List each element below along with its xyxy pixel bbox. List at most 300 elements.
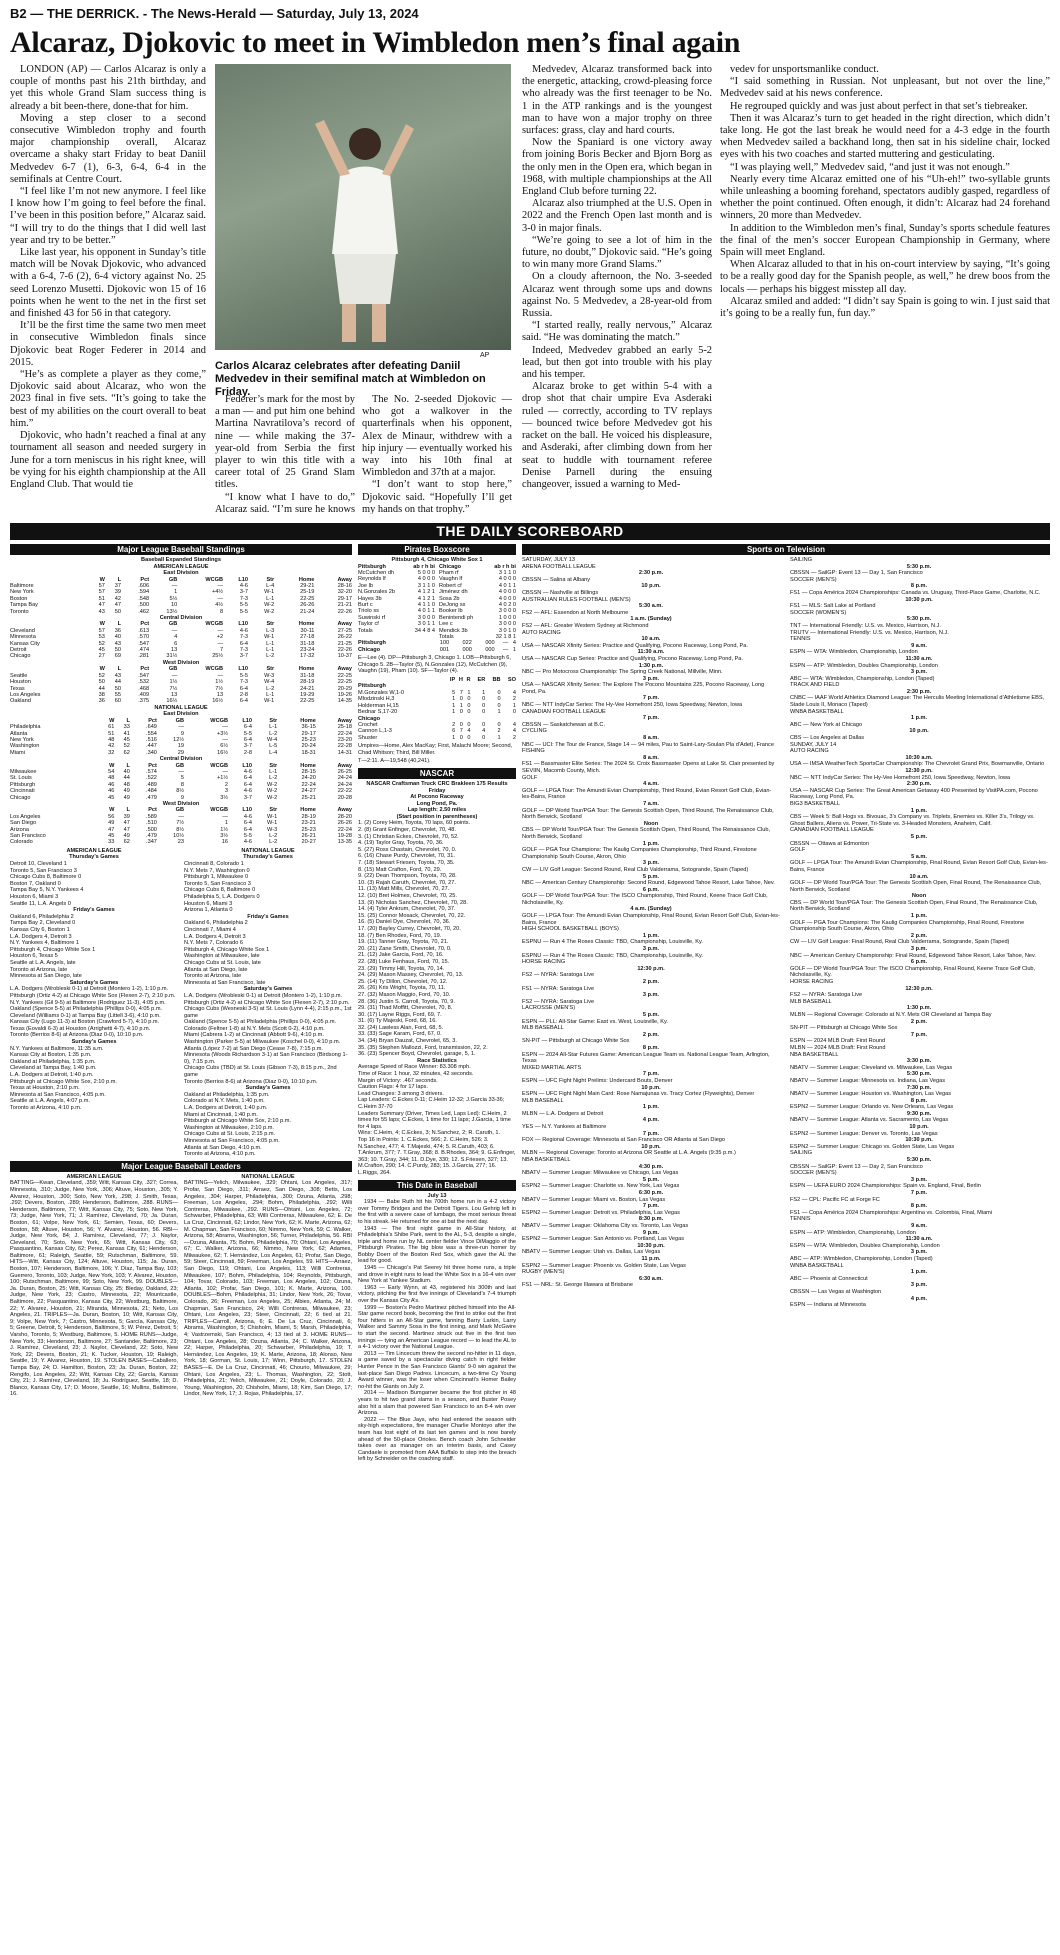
- tv-listing: ESPN — UFC Fight Night Prelims: Undercard Bouts, Denver: [522, 1077, 673, 1084]
- standings-cell: 13½: [166, 608, 178, 615]
- game-line: Colorado (Feltner 1-8) at N.Y. Mets (Scott 0-2), 4:10 p.m.: [184, 1025, 325, 1032]
- standings-cell: 6-4: [243, 826, 252, 833]
- pitcher-cell: Bednar S,17-20: [358, 709, 398, 716]
- pitcher-cell: Mlodzinski H,3: [358, 696, 395, 703]
- result-line: 36. (23) Spencer Boyd, Chevrolet, garage, 5, 1.: [358, 1051, 476, 1058]
- tv-listings-col1: [522, 557, 780, 1289]
- column-header: WCGB: [205, 621, 224, 628]
- standings-cell: 48: [123, 781, 130, 788]
- standings-cell: —: [217, 627, 224, 634]
- pitcher-cell: 0: [459, 696, 463, 703]
- tv-sport-head: SAILING: [790, 557, 813, 563]
- column-header: Pct: [148, 717, 157, 724]
- column-header: L: [126, 717, 130, 724]
- standings-cell: Cleveland: [10, 627, 35, 634]
- tv-listing: CW — LIV Golf League: Final Round, Real Club Valderrama, Sotogrande, Spain (Taped): [790, 939, 1010, 946]
- game-line: Minnesota (Woods Richardson 3-1) at San Francisco (Birdsong 1-0), 7:15 p.m.: [184, 1052, 348, 1065]
- story-paragraph: “We’re going to see a lot of him in the future, no doubt,” Djokovic said. “He’s going to win many more Grand Slams.”: [522, 234, 712, 271]
- tv-listing: NBATV — Summer League: Utah vs. Dallas, Las Vegas: [522, 1249, 661, 1256]
- standings-cell: L-1: [269, 724, 278, 731]
- game-line: Pittsburgh (Ortiz 4-2) at Chicago White Sox (Flexen 2-7), 2:10 p.m.: [10, 992, 176, 999]
- column-header: L10: [242, 717, 252, 724]
- standings-cell: New York: [10, 589, 34, 596]
- batter-line: 1 0 0 0: [498, 614, 516, 621]
- standings-cell: L-2: [269, 730, 278, 737]
- standings-cell: 19-29: [300, 691, 315, 698]
- tv-listing: NBATV — Summer League: Cleveland vs. Milwaukee, Las Vegas: [790, 1064, 953, 1071]
- game-line: Cleveland (Williams 0-1) at Tampa Bay (Littell 3-6), 4:10 p.m.: [10, 1012, 161, 1019]
- tv-listing: FS1 — Bassmaster Elite Series: The 2024 St. Croix Bassmaster Opens at Lake St. Clair presented by SEVIIN, Macomb County, Mich.: [522, 761, 775, 774]
- standings-cell: 16½: [166, 698, 178, 705]
- tv-time: 7 p.m.: [642, 1071, 660, 1078]
- tv-time: 7 p.m.: [642, 1130, 660, 1137]
- tv-time: 7 p.m.: [910, 1190, 928, 1196]
- standings-cell: 8½: [176, 826, 184, 833]
- tv-listing: CBSSN — Saskatchewan at B.C.: [522, 721, 606, 728]
- standings-cell: L-5: [269, 743, 278, 750]
- standings-cell: Minnesota: [10, 634, 36, 641]
- game-line: Toronto at Arizona, late: [184, 973, 242, 980]
- standings-cell: 46: [108, 781, 115, 788]
- standings-cell: L-1: [266, 647, 275, 654]
- standings-cell: W-2: [264, 602, 275, 609]
- standings-cell: Colorado: [10, 839, 33, 846]
- standings-cell: 36: [114, 627, 121, 634]
- tv-listing: NBC — UCI: The Tour de France, Stage 14 — 94 miles, Pau to Saint-Lary-Soulan Pla d’Adet), France: [522, 741, 774, 748]
- game-line: Washington at Milwaukee, 2:10 p.m.: [184, 1124, 274, 1131]
- standings-cell: .347: [146, 839, 157, 846]
- standings-cell: Detroit: [10, 647, 27, 654]
- batter-line: 4 0 0 0: [498, 589, 516, 596]
- tv-sport-head: MLB BASEBALL: [790, 998, 832, 1005]
- standings-cell: 19-26: [337, 691, 352, 698]
- game-line: L.A. Dodgers at Detroit, 1:40 p.m.: [10, 1072, 94, 1079]
- pitching-col: R: [466, 677, 471, 684]
- tv-listing: FS2 — CPL: Pacific FC at Forge FC: [790, 1196, 880, 1203]
- games-day-head: Thursday’s Games: [243, 854, 293, 861]
- standings-cell: Chicago: [10, 794, 31, 801]
- division-name: Central Division: [159, 615, 203, 622]
- column-header: W: [109, 717, 115, 724]
- column-header: Str: [266, 621, 275, 628]
- standings-cell: 25-18: [337, 724, 352, 731]
- standings-cell: 22-28: [337, 743, 352, 750]
- standings-cell: Oakland: [10, 698, 31, 705]
- game-line: Pittsburgh (Ortiz 4-2) at Chicago White Sox (Flexen 2-7), 2:10 p.m.: [184, 999, 350, 1006]
- story-paragraph: Federer’s mark for the most by a man — and put him one behind Martina Navratilova’s record of nine — while making the 37-year-old from Serbia the first player to win this title with a career total of 25 Grand Slam titles.: [215, 394, 355, 491]
- games-day-head: Sunday’s Games: [71, 1039, 117, 1046]
- batter-name: Robert cf: [439, 582, 462, 589]
- tv-sport-head: MIXED MARTIAL ARTS: [522, 1064, 582, 1071]
- standings-cell: W-2: [264, 608, 275, 615]
- mlb-standings-header: Major League Baseball Standings: [10, 544, 352, 555]
- pitcher-cell: 0: [482, 709, 486, 716]
- standings-cell: 22-24: [337, 730, 352, 737]
- stat-line: Caution Flags: 4 for 17 laps.: [358, 1084, 428, 1091]
- column-header: Str: [266, 576, 275, 583]
- standings-cell: L-3: [266, 627, 275, 634]
- linescore-cell: 000: [462, 646, 472, 653]
- tv-time: 5:30 a.m.: [639, 603, 663, 610]
- story-paragraph: It’ll be the first time the same two men meet in consecutive Wimbledon finals since Djokovic beat Roger Federer in 2014 and 2015.: [10, 320, 206, 368]
- story-column-4: [522, 64, 712, 514]
- column-header: L10: [238, 576, 248, 583]
- game-line: Oakland at Philadelphia, 1:35 p.m.: [184, 1091, 270, 1098]
- story-paragraph: On a cloudy afternoon, the No. 3-seeded Alcaraz went through some ups and downs against No. 5 Medvedev, a 28-year-old from Russia.: [522, 271, 712, 320]
- result-line: 29. (31) Thad Moffitt, Chevrolet, 70, 8.: [358, 1005, 453, 1012]
- column-header: GB: [168, 621, 178, 628]
- game-line: Pittsburgh 4, Chicago White Sox 1: [10, 946, 96, 953]
- standings-cell: W-2: [267, 788, 278, 795]
- standings-cell: Tampa Bay: [10, 602, 38, 609]
- tv-listing: GOLF — DP World Tour/PGA Tour: The ISCO Championship, Final Round, Keene Trace Golf Club, Nicholasville, Ky.: [790, 965, 1036, 979]
- tv-sport-head: MLB BASEBALL: [522, 1097, 564, 1104]
- tv-sport-head: BIG3 BASKETBALL: [790, 800, 841, 807]
- column-header: Home: [298, 666, 315, 673]
- column-header: Str: [269, 762, 278, 769]
- standings-cell: 5: [180, 775, 184, 782]
- game-line: Houston 6, Texas 5: [10, 953, 58, 960]
- column-header: W: [99, 621, 105, 628]
- standings-cell: —: [217, 583, 224, 589]
- game-line: Houston 6, Miami 3: [184, 900, 233, 907]
- standings-cell: 45: [123, 736, 130, 743]
- column-header: GB: [175, 807, 184, 814]
- result-line: 35. (35) Stephen Mallozzi, Ford, transmission, 22, 2.: [358, 1044, 488, 1051]
- standings-cell: 2-8: [243, 749, 252, 756]
- tv-listing: NBATV — Summer League: Oklahoma City vs. Toronto, Las Vegas: [522, 1222, 689, 1229]
- story-paragraph: Nearly every time Alcaraz emitted one of his “Uh-eh!” two-syllable grunts while unleashing a booming forehand, spectators audibly gasped, regardless of whether the point continued. Often enough, it didn’t: Alcaraz had 24 forehand winners, 20 more than Medvedev.: [720, 173, 1050, 222]
- standings-cell: —: [171, 627, 178, 634]
- time-attendance: T—2:11. A—19,548 (40,241).: [358, 758, 431, 765]
- tv-listing: CBS — DP World Tour/PGA Tour: The Genesis Scottish Open, Final Round, The Renaissance Club, North Berwick, Scotland: [790, 899, 1038, 913]
- games-day-head: Saturday’s Games: [69, 979, 119, 986]
- standings-cell: 27-18: [300, 634, 315, 641]
- tv-time: 5 p.m.: [642, 873, 660, 880]
- standings-cell: 17-32: [300, 653, 315, 660]
- standings-cell: 22-26: [337, 647, 352, 654]
- division-name: East Division: [163, 570, 199, 577]
- game-line: Chicago Cubs (TBD) at St. Louis (Gibson 7-3), 8:15 p.m., 2nd game: [184, 1065, 337, 1079]
- game-line: Houston 6, Miami 3: [10, 894, 59, 900]
- column-header: WCGB: [210, 807, 229, 814]
- history-header: This Date in Baseball: [358, 1180, 516, 1191]
- tv-time: 11:30 a.m.: [905, 655, 933, 662]
- standings-cell: 29-17: [301, 730, 316, 737]
- standings-cell: Los Angeles: [10, 813, 41, 820]
- standings-cell: Atlanta: [10, 730, 28, 737]
- column-header: WCGB: [210, 762, 229, 769]
- tv-time: 2 p.m.: [642, 1031, 660, 1038]
- column-header: Home: [300, 717, 316, 724]
- standings-cell: —: [222, 724, 229, 731]
- box-notes: E—Lee (4). DP—Pittsburgh 3, Chicago 1. LOB—Pittsburgh 6, Chicago 5. 2B—Taylor (5), N.Gonzales (12), McCutchen (9), Vaughn (19), Pham (10). SF—Taylor (4).: [358, 655, 511, 675]
- stat-line: Wins: C.Heim, 4; C.Eckes, 3; N.Sanchez, 2; R. Caruth, 1.: [358, 1130, 501, 1137]
- linescore: [358, 640, 516, 653]
- batter-name: Reynolds lf: [358, 576, 386, 583]
- division-name: West Division: [162, 801, 200, 807]
- standings-cell: —: [222, 736, 229, 743]
- standings-cell: .484: [146, 788, 157, 795]
- batter-line: 3 0 1 1: [417, 621, 435, 628]
- standings-cell: Kansas City: [10, 640, 40, 647]
- nascar-day: Friday: [428, 787, 446, 794]
- column-header: Str: [266, 666, 275, 673]
- standings-cell: 22-25: [300, 595, 315, 602]
- standings-cell: 7-3: [239, 595, 248, 602]
- tv-listing: ESPN2 — Summer League: Chicago vs. Golden State, Las Vegas: [790, 1143, 955, 1150]
- tv-listing: ESPN — UEFA EURO 2024 Championships: Spain vs. England, Final, Berlin: [790, 1183, 981, 1190]
- standings-cell: 4: [174, 634, 178, 641]
- tv-time: 3 p.m.: [642, 675, 660, 682]
- pitching-col: IP: [449, 677, 456, 684]
- standings-cell: 29-21: [300, 583, 315, 589]
- standings-cell: 8½: [176, 788, 184, 795]
- standings-cell: 27-25: [337, 627, 352, 634]
- history-item: 2013 — Tim Lincecum threw the second no-hitter in 11 days, a game saved by a spectacular diving catch in right fielder Hunter Pence in the San Francisco Giants’ 9-0 win against the last-place San Diego Padres. Lincecum, a two-time Cy Young Award winner, was the loser when Cincinnati’s Homer Bailey no-hit the Giants on July 2.: [358, 1350, 516, 1390]
- standings-cell: 3-7: [239, 589, 248, 596]
- standings-cell: Toronto: [10, 608, 29, 615]
- tv-time: 2:30 p.m.: [638, 570, 664, 577]
- standings-cell: 22-24: [337, 826, 352, 833]
- linescore-cell: 022: [462, 640, 472, 647]
- column-header: L: [117, 621, 121, 628]
- column-header: GB: [175, 717, 184, 724]
- tv-listing: SN-PIT — Pittsburgh at Chicago White Sox: [522, 1038, 630, 1045]
- standings-cell: —: [178, 813, 184, 820]
- standings-cell: .340: [146, 749, 157, 756]
- standings-cell: 7-3: [239, 647, 248, 654]
- pitcher-cell: 0: [482, 734, 486, 741]
- pitcher-cell: 1: [452, 709, 456, 716]
- standings-cell: 26-25: [337, 768, 352, 775]
- tv-listing: FS1 — Copa América 2024 Championships: Canada vs. Uruguay, Third-Place Game, Charlotte, N.C.: [790, 589, 1041, 596]
- standings-cell: 48: [108, 736, 115, 743]
- linescore-cell: Chicago: [358, 646, 381, 653]
- standings-cell: 52: [98, 640, 105, 647]
- result-line: 10. (3) Rajah Caruth, Chevrolet, 70, 27.: [358, 879, 456, 886]
- tennis-story: [10, 64, 1050, 516]
- leaders-header: Major League Baseball Leaders: [10, 1161, 352, 1172]
- tv-time: 9 a.m.: [911, 1222, 927, 1229]
- standings-cell: 10: [171, 602, 178, 609]
- standings-cell: 16½: [217, 749, 229, 756]
- nascar-lap: Lap length: 2.50 miles: [407, 807, 467, 814]
- standings-cell: 57: [98, 627, 105, 634]
- tv-listing: USA — NASCAR Xfinity Series: The Explore The Pocono Mountains 225, Pocono Raceway, Long Pond, Pa.: [522, 682, 765, 695]
- batter-line: 3 0 0 0: [417, 614, 435, 621]
- standings-cell: 7-3: [239, 634, 248, 641]
- game-line: Washington at Milwaukee, late: [184, 953, 260, 960]
- batting-table: [358, 564, 435, 634]
- game-line: Toronto at Arizona, late: [10, 966, 68, 973]
- column-header: Pct: [140, 576, 150, 583]
- tv-listing: NBC — NTT IndyCar Series: The Hy-Vee Homefront 250, Iowa Speedway, Newton, Iowa: [790, 774, 1011, 781]
- standings-cell: 37: [114, 583, 121, 589]
- standings-cell: 5-5: [239, 608, 248, 615]
- standings-cell: .489: [146, 781, 157, 788]
- tv-sport-head: SOCCER (MEN’S): [790, 1170, 837, 1177]
- standings-cell: 5-5: [239, 672, 248, 679]
- pitcher-cell: 0: [497, 702, 501, 709]
- standings-cell: 28-16: [337, 583, 352, 589]
- story-paragraph: “I was playing well,” Medvedev said, “and just it was not enough.”: [730, 161, 1010, 173]
- standings-cell: 39: [123, 813, 130, 820]
- standings-cell: 22-26: [337, 608, 352, 615]
- linescore-row: [358, 647, 516, 653]
- tv-listing: FS2 — AFL: Greater Western Sydney at Richmond: [522, 622, 649, 629]
- standings-cell: 19: [177, 743, 184, 750]
- story-column-1: [10, 64, 206, 514]
- standings-cell: —: [222, 768, 229, 775]
- tv-time: 5 p.m.: [910, 833, 928, 840]
- batter-name: Hayes 3b: [358, 595, 382, 602]
- standings-cell: W-4: [267, 736, 278, 743]
- tv-time: 10 a.m.: [641, 636, 661, 643]
- standings-cell: L-4: [269, 749, 278, 756]
- standings-cell: 7-3: [239, 679, 248, 686]
- story-paragraph: He regrouped quickly and was just about perfect in that set’s tiebreaker.: [730, 100, 1028, 112]
- standings-cell: 13: [171, 647, 178, 654]
- tv-time: 7 p.m.: [642, 1203, 660, 1210]
- nl-leaders-text: BATTING—Yelich, Milwaukee, .329; Ohtani, Los Angeles, .317; Profar, San Diego, .311; Arraez, San Diego, .308; Betts, Los Angeles, .304; Harper, Philadelphia, .300; Ozuna, Atlanta, .298; Freeman, Los Angeles, .294; Bohm, Philadelphia, .292; Willi Contreras, Milwaukee, .292. RUNS—Ohtani, Los Angeles, 72; Schwarber, Philadelphia, 63; Willi Contreras, Milwaukee, 62; E. De La Cruz, Cincinnati, 62; Lindor, New York, 62; K. Marte, Arizona, 62; M. Chapman, San Francisco, 60; Nimmo, New York, 59; C. Walker, Arizona, 58; Abrams, Washington, 56; Turner, Philadelphia, 56. RBI—Ozuna, Atlanta, 75; Bohm, Philadelphia, 70; Ohtani, Los Angeles, 67; C. Walker, Arizona, 66; Nimmo, New York, 62; Adames, Milwaukee, 62; T. Hernández, Los Angeles, 61; Profar, San Diego, 59; Steer, Cincinnati, 59; Freeman, Los Angeles, 59. HITS—Arraez, San Diego, 119; Ohtani, Los Angeles, 113; Willi Contreras, Milwaukee, 107; Bohm, Philadelphia, 104; Reynolds, Pittsburgh, 104; Tovar, Colorado, 103; Freeman, Los Angeles, 102; Ozuna, Atlanta, 102; Profar, San Diego, 101; K. Marte, Arizona, 100. DOUBLES—Bohm, Philadelphia, 31; Lindor, New York, 26; Tovar, Colorado, 26; Freeman, Los Angeles, 25; Albies, Atlanta, 24; M. Chapman, San Francisco, 24; Willi Contreras, Milwaukee, 23; Ohtani, Los Angeles, 23; Steer, Cincinnati, 22; 6 tied at 21. TRIPLES—Carroll, Arizona, 6; E. De La Cruz, Cincinnati, 6; Abrams, Washington, 5; Chisholm, Miami, 5; Marsh, Philadelphia, 4; Vastrzemski, San Francisco, 4; 13 tied at 3. HOME RUNS—Ohtani, Los Angeles, 28; Ozuna, Atlanta, 24; C. Walker, Arizona, 22; Harper, Philadelphia, 20; Schwarber, Philadelphia, 19; T. Hernández, Los Angeles, 19; K. Marte, Arizona, 18; Alonso, New York, 18; Gorman, St. Louis, 17; Winn, Pittsburgh, 17. STOLEN BASES—E. De La Cruz, Cincinnati, 46; Chourio, Milwaukee, 29; Ohtani, Los Angeles, 23; L. Thomas, Washington, 22; Stott, Philadelphia, 21; Yelich, Milwaukee, 21; Doyle, Colorado, 20; J. Young, Washington, 20; Chisholm, Miami, 18; Kim, San Diego, 17; Lindor, New York, 17; J. Rojas, Philadelphia, 17.: [184, 1180, 352, 1398]
- standings-cell: 5-5: [243, 730, 252, 737]
- game-line: Oakland 6, Philadelphia 2: [10, 913, 74, 920]
- game-line: Arizona 1, Atlanta 0: [184, 907, 233, 914]
- tv-sport-head: NBA BASKETBALL: [522, 1157, 571, 1164]
- batter-name: DeJong ss: [439, 602, 466, 609]
- standings-cell: 30-11: [300, 627, 315, 634]
- pitcher-cell: 1: [512, 702, 516, 709]
- batter-line: 4 0 0 0: [498, 576, 516, 583]
- standings-cell: 47: [123, 820, 130, 827]
- history-item: 2022 — The Blue Jays, who had entered the season with sky-high expectations, fire manager Charlie Montoyo after the team has lost eight of its last ten games and is now barely ahead of the 50-place Orioles. Bench coach John Schneider takes over as manager on an interim basis, and Casey Candaele is promoted from AAA Buffalo to step into the breach left by Schneider on the coaching staff.: [358, 1416, 516, 1463]
- standings-cell: 16½: [212, 698, 224, 705]
- standings-cell: 7: [219, 647, 224, 654]
- game-line: Tampa Bay 5, N.Y. Yankees 4: [10, 887, 84, 894]
- standings-cell: 57: [98, 589, 105, 596]
- pitcher-cell: 0: [467, 702, 471, 709]
- standings-cell: 26-21: [301, 833, 316, 840]
- standings-cell: 44: [98, 685, 105, 692]
- standings-cell: 7½: [169, 685, 178, 692]
- column-header: Pct: [140, 621, 150, 628]
- tv-time: 8 p.m.: [910, 583, 928, 590]
- column-header: Home: [298, 576, 315, 583]
- column-header: WCGB: [205, 666, 224, 673]
- result-line: 7. (18) Stewart Friesen, Toyota, 70, 35.: [358, 860, 455, 867]
- pitcher-cell: 0: [459, 709, 463, 716]
- game-line: Toronto (Berrios 8-6) at Arizona (Diaz 0-0), 10:10 p.m.: [10, 1032, 144, 1039]
- story-paragraph: When Alcaraz alluded to that in his on-court interview by saying, “It’s going to be a really good day for the Spanish people, as well,” he drew boos from the locals — perhaps his biggest misstep all day.: [720, 259, 1050, 295]
- tv-listing: GOLF — DP World Tour/PGA Tour: The ISCO Championship, Third Round, Keene Trace Golf Club, Nicholasville, Ky.: [522, 893, 768, 906]
- tv-listing: CW — LIV Golf League: Second Round, Real Club Valderrama, Sotogrande, Spain (Taped): [522, 866, 749, 873]
- standings-cell: 22-25: [337, 679, 352, 686]
- pitcher-cell: 1: [482, 689, 486, 696]
- column-header: GB: [175, 762, 184, 769]
- story-paragraph: Now the Spaniard is one victory away from joining Boris Becker and Bjorn Borg as the only men in the Open era, which began in 1968, with multiple championships at the All England Club before turning 22.: [522, 137, 712, 198]
- standings-cell: W-2: [267, 781, 278, 788]
- column-header: Away: [337, 807, 352, 814]
- batter-line: 4 1 2 1: [417, 589, 435, 596]
- al-label: AMERICAN LEAGUE: [153, 563, 209, 570]
- standings-cell: St. Louis: [10, 775, 32, 782]
- result-line: 4. (19) Taylor Gray, Toyota, 70, 36.: [358, 840, 444, 847]
- tv-listing: ABC — WTA: Wimbledon, Championship, London (Taped): [790, 675, 935, 682]
- pitcher-cell: 0: [497, 696, 501, 703]
- standings-cell: 47: [98, 602, 105, 609]
- standings-cell: 6-4: [239, 640, 248, 647]
- standings-cell: 1: [224, 820, 229, 827]
- games-day-head: Sunday’s Games: [245, 1085, 291, 1092]
- stat-line: Average Speed of Race Winner: 83.308 mph.: [358, 1064, 471, 1071]
- pitcher-cell: 4: [467, 728, 471, 735]
- game-line: Chicago Cubs at St. Louis, late: [184, 959, 261, 966]
- standings-cell: 2: [224, 781, 229, 788]
- standings-cell: L-2: [269, 839, 278, 846]
- batter-line: 3 1 1 0: [417, 582, 435, 589]
- game-line: Kansas City at Boston, 1:35 p.m.: [10, 1052, 92, 1059]
- game-line: Pittsburgh 4, Chicago White Sox 1: [184, 946, 270, 953]
- column-header: WCGB: [205, 576, 224, 583]
- batter-name: Burt c: [358, 602, 373, 609]
- linescore-cell: 001: [439, 646, 450, 653]
- standings-cell: 23-24: [300, 647, 315, 654]
- pitcher-cell: 4: [512, 728, 516, 735]
- batter-line: 4 1 1 0: [417, 602, 435, 609]
- story-paragraph: Like last year, his opponent in Sunday’s title match will be Novak Djokovic, who advanced with a 6-4, 7-6 (2), 6-4 victory against No. 25 seed Lorenzo Musetti. Djokovic won 15 of 16 points when he went to the net in the first set and finished 43 for 56 in that category.: [10, 247, 206, 320]
- standings-cell: 50: [114, 647, 121, 654]
- standings-cell: 23: [177, 839, 184, 846]
- tv-time: Noon: [911, 893, 927, 900]
- standings-cell: 24-24: [337, 775, 352, 782]
- batting-table: [439, 564, 516, 641]
- tv-sport-head: SAILING: [790, 1150, 813, 1157]
- page-folio: B2 — THE DERRICK. - The News-Herald — Saturday, July 13, 2024: [10, 6, 419, 21]
- batter-line: 32 1 8 1: [495, 634, 516, 641]
- tv-time: 3 p.m.: [910, 1282, 928, 1289]
- standings-cell: 56: [108, 813, 115, 820]
- tv-listing: NBC — Pro Motocross Championship: The Spring Creek National, Millville, Minn.: [522, 669, 723, 676]
- standings-cell: San Francisco: [10, 833, 46, 840]
- standings-cell: 45: [108, 794, 115, 801]
- column-header: Home: [300, 807, 316, 814]
- batter-line: 34 4 8 4: [414, 627, 435, 634]
- pitcher-cell: 7: [459, 728, 463, 735]
- game-line: L.A. Dodgers 4, Detroit 3: [184, 933, 246, 940]
- tv-sport-head: TENNIS: [790, 1216, 811, 1223]
- standings-cell: 22-25: [337, 672, 352, 679]
- nascar-place: Long Pond, Pa.: [416, 800, 458, 807]
- standings-cell: 6-4: [243, 736, 252, 743]
- standings-cell: 53: [98, 634, 105, 641]
- tv-listing: GOLF — LPGA Tour: The Amundi Evian Championship, Third Round, Evian Resort Golf Club, Evian-les-Bains, France: [522, 787, 772, 801]
- tv-time: 10:30 p.m.: [637, 1242, 665, 1249]
- race-stats-head: Race Statistics: [417, 1057, 457, 1064]
- tv-listing: CBSSN — SailGP: Event 13 — Day 2, San Francisco: [790, 1163, 923, 1170]
- game-line: L.A. Dodgers (Wrobleski 0-1) at Detroit (Montero 1-2), 1:10 p.m.: [10, 986, 169, 993]
- batter-name: Vaughn lf: [439, 576, 463, 583]
- column-header: L: [126, 807, 130, 814]
- standings-cell: 9: [180, 730, 184, 737]
- batter-name: Lee c: [439, 621, 453, 628]
- story-paragraph: LONDON (AP) — Carlos Alcaraz is only a couple of months past his 21th birthday, and yet this whole Grand Slam success thing is already a bit been-there, done-that for him.: [10, 64, 206, 112]
- standings-cell: 1½: [220, 826, 229, 833]
- tv-time: 3 p.m.: [910, 1176, 928, 1183]
- standings-cell: 28-15: [301, 768, 316, 775]
- column-header: Away: [337, 576, 352, 583]
- story-paragraph: vedev for unsportsmanlike conduct.: [730, 64, 879, 75]
